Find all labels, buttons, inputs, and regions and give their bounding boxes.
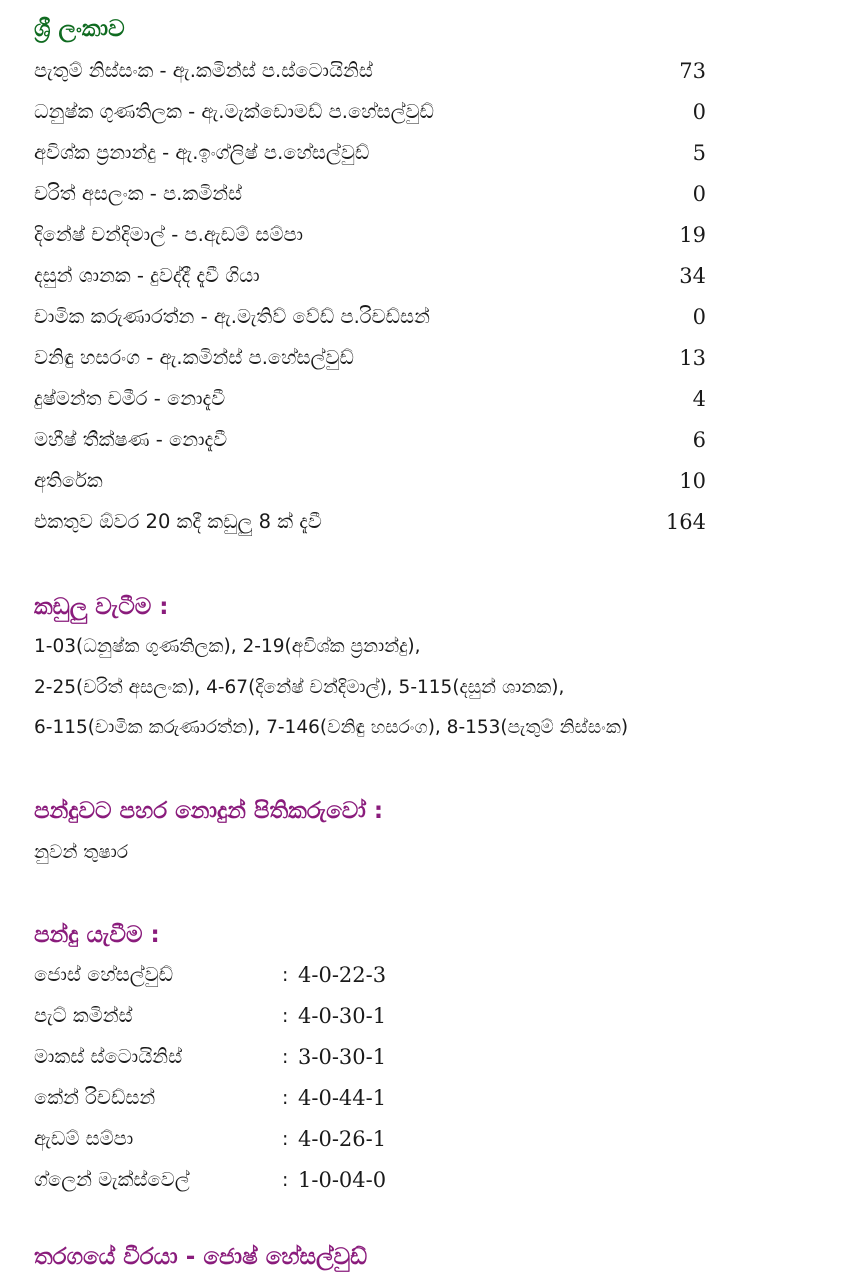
player-of-match: තරගයේ වීරයා - ජොෂ් හේසල්වුඩ්: [34, 1244, 368, 1270]
batting-row: [34, 382, 706, 416]
batsman-runs: 0: [692, 305, 706, 329]
bowler-name: ජොස් හේසල්වුඩ්: [34, 963, 174, 986]
total-row: [34, 505, 706, 539]
bowling-figures: 4-0-22-3: [298, 963, 387, 987]
bowler-name: කේන් රිචඩ්සන්: [34, 1086, 156, 1109]
batsman-runs: 4: [692, 387, 706, 411]
batsman-dismissal: මහීෂ් තීක්ෂණ - නොදැවී: [34, 428, 228, 451]
separator: :: [282, 1046, 289, 1068]
batsman-runs: 19: [679, 223, 706, 247]
separator: :: [282, 1087, 289, 1109]
team-heading: ශ්‍රී ලංකාව: [34, 16, 125, 42]
batsman-runs: 34: [679, 264, 706, 288]
batting-row: [34, 95, 706, 129]
did-not-bat-heading: පන්දුවට පහර නොදුන් පිතිකරුවෝ :: [34, 798, 384, 824]
total-runs: 164: [665, 510, 706, 534]
batting-row: [34, 259, 706, 293]
extras-row: [34, 464, 706, 498]
batting-row: [34, 177, 706, 211]
bowling-figures: 1-0-04-0: [298, 1168, 387, 1192]
batting-row: [34, 300, 706, 334]
bowling-figures: 3-0-30-1: [298, 1045, 387, 1069]
extras-runs: 10: [679, 469, 706, 493]
batsman-dismissal: දුෂ්මන්ත චමීර - නොදැවී: [34, 387, 226, 410]
bowler-name: පැට් කමින්ස්: [34, 1004, 133, 1027]
batting-row: [34, 136, 706, 170]
bowling-figures: 4-0-30-1: [298, 1004, 387, 1028]
batting-row: [34, 54, 706, 88]
total-label: එකතුව ඕවර 20 කදී කඩුලු 8 ක් දැවී: [34, 510, 322, 533]
wickets-line: 1-03(ධනුෂ්ක ගුණතිලක), 2-19(අවිශ්ක ප්‍රනාන්දු),: [34, 636, 421, 657]
bowling-heading: පන්දු යැවීම :: [34, 922, 160, 948]
batsman-runs: 5: [692, 141, 706, 165]
batting-row: [34, 218, 706, 252]
batsman-dismissal: දිනේෂ් චන්දිමාල් - ප.ඇඩම් සම්පා: [34, 223, 304, 246]
batsman-dismissal: දසුන් ශානක - දුවද්දී දැවී ගියා: [34, 264, 260, 287]
bowler-name: ග්ලෙන් මැක්ස්වෙල්: [34, 1168, 190, 1191]
batsman-dismissal: චරිත් අසලංක - ප.කමින්ස්: [34, 182, 243, 205]
extras-label: අතිරේක: [34, 469, 103, 492]
did-not-bat-players: නුවන් තුෂාර: [34, 842, 129, 863]
batsman-dismissal: චාමික කරුණාරත්න - ඇ.මැතිව් වේඩ් ප.රිචඩ්සන්: [34, 305, 430, 328]
bowling-figures: 4-0-26-1: [298, 1127, 387, 1151]
batsman-dismissal: වනිඳු හසරංග - ඇ.කමින්ස් ප.හේසල්වුඩ්: [34, 346, 354, 369]
separator: :: [282, 1169, 289, 1191]
batsman-runs: 13: [679, 346, 706, 370]
batsman-runs: 6: [692, 428, 706, 452]
batsman-dismissal: ධනුෂ්ක ගුණතිලක - ඇ.මැක්ඩොමඩ් ප.හේසල්වුඩ්: [34, 100, 434, 123]
batsman-runs: 0: [692, 182, 706, 206]
separator: :: [282, 964, 289, 986]
wickets-heading: කඩුලු වැටීම :: [34, 594, 169, 620]
wickets-line: 2-25(චරිත් අසලංක), 4-67(දිනේෂ් චන්දිමාල්), 5-115(දසුන් ශානක),: [34, 677, 565, 698]
batting-row: [34, 423, 706, 457]
bowler-name: ඇඩම් සම්පා: [34, 1127, 134, 1150]
batsman-dismissal: පැතුම් නිස්සංක - ඇ.කමින්ස් ප.ස්ටොයිනිස්: [34, 59, 373, 82]
separator: :: [282, 1005, 289, 1027]
batsman-dismissal: අවිශ්ක ප්‍රනාන්දු - ඇ.ඉංග්ලිෂ් ප.හේසල්වුඩ්: [34, 141, 370, 164]
separator: :: [282, 1128, 289, 1150]
bowling-figures: 4-0-44-1: [298, 1086, 387, 1110]
batting-row: [34, 341, 706, 375]
batsman-runs: 73: [679, 59, 706, 83]
bowler-name: මාකස් ස්ටොයිනිස්: [34, 1045, 183, 1068]
batsman-runs: 0: [692, 100, 706, 124]
wickets-line: 6-115(චාමික කරුණාරත්න), 7-146(වනිඳු හසරංග), 8-153(පැතුම් නිස්සංක): [34, 717, 629, 738]
